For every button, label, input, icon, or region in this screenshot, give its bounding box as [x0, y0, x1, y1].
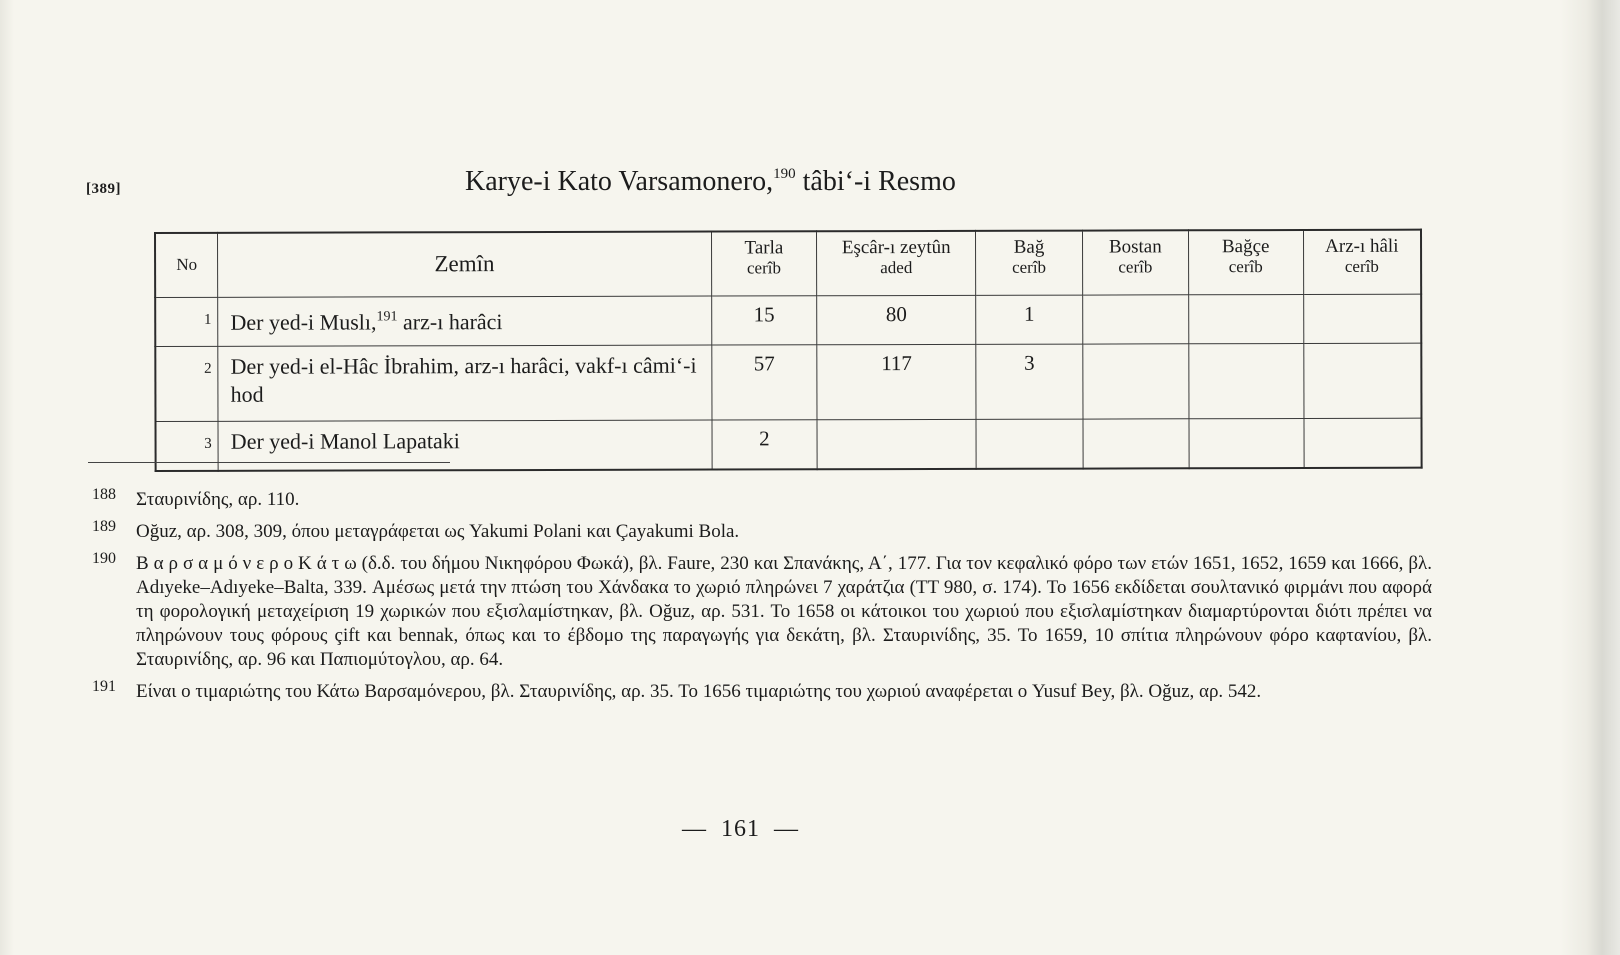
row-bostan	[1083, 419, 1189, 469]
row-bag: 1	[976, 295, 1083, 344]
table-row	[155, 418, 1421, 471]
document-title-suffix: tâbi‘-i Resmo	[795, 166, 956, 197]
row-tarla: 15	[711, 296, 817, 345]
header-arz-unit: cerîb	[1344, 256, 1379, 276]
title-footnote-ref: 190	[773, 166, 796, 182]
row-bag: 3	[976, 344, 1083, 419]
row-tarla: 57	[711, 345, 817, 420]
page-number-value: 161	[721, 816, 760, 842]
footnote-number: 191	[92, 678, 116, 695]
header-bostan-label: Bostan	[1108, 236, 1162, 258]
row-bagce	[1189, 418, 1304, 468]
row-number: 2	[155, 346, 218, 421]
document-title-text: Karye-i Kato Varsamonero,	[465, 166, 774, 197]
land-register-table	[154, 229, 1423, 472]
table-row	[155, 343, 1421, 421]
footnotes	[92, 488, 1432, 712]
row-arz	[1304, 418, 1422, 468]
document-number: [389]	[86, 181, 121, 197]
header-bag	[976, 231, 1083, 296]
footnote-text: Oğuz, αρ. 308, 309, όπου μεταγράφεται ως Yakumi Polani και Çayakumi Bola.	[136, 521, 740, 542]
header-bag-unit: cerîb	[1012, 257, 1047, 277]
row-zemin-suffix: arz-ı harâci	[397, 309, 503, 335]
table-header-row	[155, 230, 1421, 298]
row-bag	[976, 419, 1083, 469]
header-zemin: Zemîn	[218, 232, 711, 298]
row-bostan	[1083, 344, 1189, 419]
footnote-number: 190	[92, 550, 116, 567]
header-tarla-unit: cerîb	[746, 258, 781, 278]
header-bagce-unit: cerîb	[1228, 257, 1263, 277]
header-escar-unit: aded	[880, 258, 913, 278]
document-title	[465, 166, 956, 198]
row-bagce	[1189, 343, 1304, 418]
page-edge-right	[1560, 0, 1620, 955]
row-number: 3	[155, 421, 218, 471]
header-bostan-unit: cerîb	[1118, 257, 1153, 277]
footnote-number: 188	[92, 486, 116, 503]
row-escar	[817, 419, 976, 469]
row-arz	[1303, 343, 1421, 418]
header-escar-label: Eşcâr-ı zeytûn	[841, 236, 951, 259]
page-dash-right: —	[774, 816, 799, 842]
row-escar: 117	[817, 344, 976, 419]
footnote-number: 189	[92, 518, 116, 535]
footnote-text: Σταυρινίδης, αρ. 110.	[136, 489, 300, 510]
footnote-text: Β α ρ σ α μ ό ν ε ρ ο Κ ά τ ω (δ.δ. του δήμου Νικηφόρου Φωκά), βλ. Faure, 230 και Σπανάκης, Α΄, 177. Για τον κεφαλικό φόρο των ετών 1651, 1652, 1659 και 1666, βλ. Adıyeke–Adıyeke–Balta, 339. Αμέσως μετά την πτώση του Χάνδακα το χωριό πληρώνει 7 χαράτζια (ΤΤ 980, σ. 174). Το 1656 εκδίδεται σουλτανικό φιρμάνι που αφορά τη φορολογική μεταχείριση 19 χωρικών που εξισλαμίστηκαν, βλ. Oğuz, αρ. 531. Το 1658 οι κάτοικοι του χωριού που εξισλαμίστηκαν διαμαρτύρονται διότι πρέπει να πληρώνουν τους φόρους çift και bennak, όπως και το έβδομο της παραγωγής για δεκάτη, βλ. Σταυρινίδης, 35. Το 1659, 10 σπίτια πληρώνουν φόρο καφτανίου, βλ. Σταυρινίδης, αρ. 96 και Παπιομύτογλου, αρ. 64.	[136, 553, 1432, 670]
row-bagce	[1188, 294, 1303, 343]
row-zemin: Der yed-i el-Hâc İbrahim, arz-ı harâci, vakf-ı câmi‘-i hod	[218, 345, 711, 421]
row-arz	[1303, 294, 1421, 343]
footnote-189	[92, 520, 1432, 544]
header-tarla	[711, 231, 817, 296]
row-tarla: 2	[711, 420, 817, 470]
row-bostan	[1082, 295, 1188, 344]
header-arz-label: Arz-ı hâli	[1325, 235, 1399, 257]
header-no: No	[155, 233, 218, 298]
row-zemin-text: Der yed-i Muslı,	[230, 309, 377, 335]
page-number	[668, 816, 813, 843]
footnote-188	[92, 488, 1432, 512]
page-edge-left	[0, 0, 14, 955]
header-escar	[817, 231, 976, 296]
page-dash-left: —	[682, 816, 707, 842]
table-row	[155, 294, 1421, 346]
header-bagce	[1188, 230, 1303, 295]
footnote-separator	[88, 462, 450, 463]
footnote-text: Είναι ο τιμαριώτης του Κάτω Βαρσαμόνερου, βλ. Σταυρινίδης, αρ. 35. Το 1656 τιμαριώτης του χωριού αναφέρεται ο Yusuf Bey, βλ. Oğuz, αρ. 542.	[136, 681, 1262, 702]
row-zemin	[218, 296, 711, 346]
header-bagce-label: Bağçe	[1221, 236, 1270, 258]
header-bostan	[1082, 230, 1188, 295]
header-arz	[1303, 230, 1421, 295]
row-footnote-ref: 191	[376, 309, 398, 325]
row-escar: 80	[817, 295, 976, 344]
header-bag-label: Bağ	[1013, 236, 1045, 258]
header-tarla-label: Tarla	[744, 237, 784, 259]
footnote-190	[92, 552, 1432, 672]
footnote-191	[92, 680, 1432, 704]
row-number: 1	[155, 297, 218, 346]
row-zemin: Der yed-i Manol Lapataki	[218, 420, 711, 471]
